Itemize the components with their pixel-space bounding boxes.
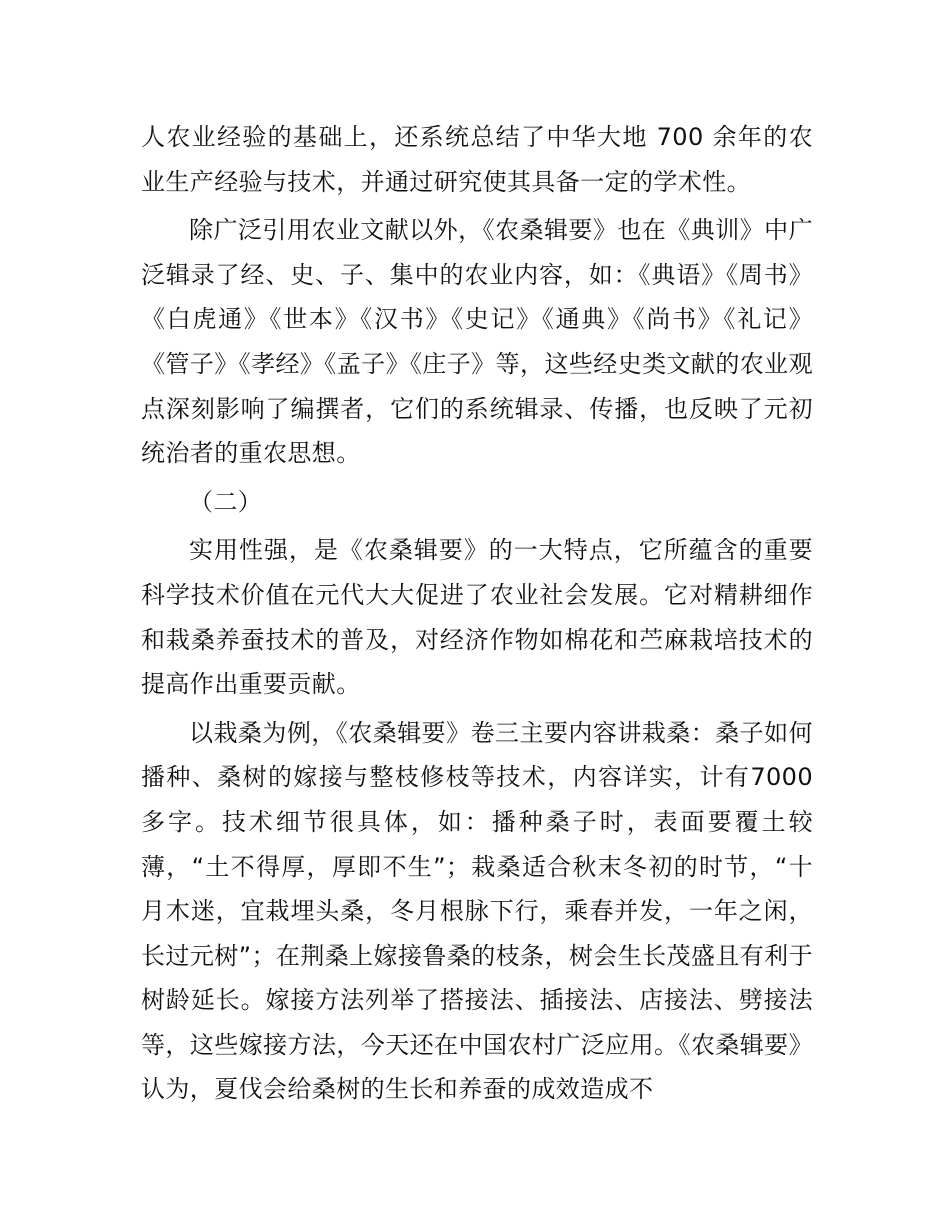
body-text	[141, 115, 813, 1112]
paragraph-mulberry: 以栽桑为例，《农桑辑要》卷三主要内容讲栽桑：桑子如何播种、桑树的嫁接与整枝修枝等技术，内容详实，计有7000 多字。技术细节很具体，如：播种桑子时，表面要覆土较薄，“土不得厚，厚即不生”；栽桑适合秋末冬初的时节，“十月木迷，宜栽埋头桑，冬月根脉下行，乘春并发，一年之闲，长过元树”；在荆桑上嫁接鲁桑的枝条，树会生长茂盛且有利于树龄延长。嫁接方法列举了搭接法、插接法、店接法、劈接法等，这些嫁接方法，今天还在中国农村广泛应用。《农桑辑要》认为，夏伐会给桑树的生长和养蚕的成效造成不	[141, 718, 813, 1104]
paragraph-practicality: 实用性强，是《农桑辑要》的一大特点，它所蕴含的重要科学技术价值在元代大大促进了农业社会发展。它对精耕细作和栽桑养蚕技术的普及，对经济作物如棉花和苎麻栽培技术的提高作出重要贡献。	[141, 536, 813, 699]
section-heading: （二）	[189, 487, 263, 516]
paragraph-citations: 除广泛引用农业文献以外，《农桑辑要》也在《典训》中广泛辑录了经、史、子、集中的农业内容，如：《典语》《周书》《白虎通》《世本》《汉书》《史记》《通典》《尚书》《礼记》《管子》《孝经》《孟子》《庄子》等，这些经史类文献的农业观点深刻影响了编撰者，它们的系统辑录、传播，也反映了元初统治者的重农思想。	[141, 216, 813, 468]
paragraph-continuation: 人农业经验的基础上，还系统总结了中华大地 700 余年的农业生产经验与技术，并通过研究使其具备一定的学术性。	[141, 123, 813, 196]
